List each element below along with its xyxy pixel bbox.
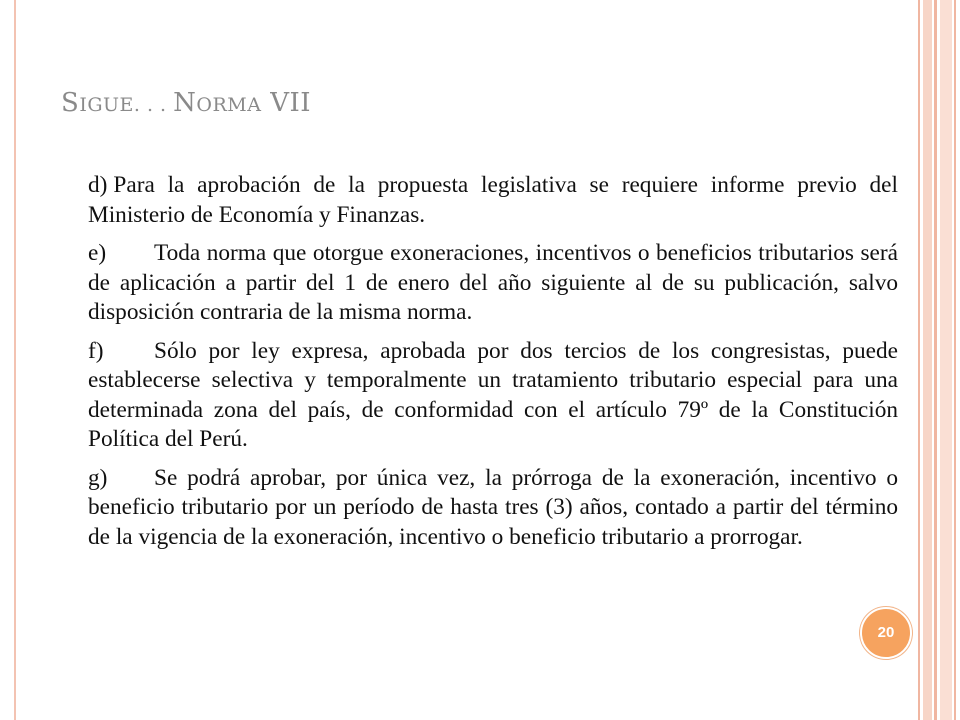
decorative-stripe bbox=[934, 0, 937, 720]
decorative-stripe bbox=[923, 0, 932, 720]
paragraph-label: e) bbox=[88, 240, 107, 266]
paragraph-label: d) bbox=[88, 172, 108, 198]
decorative-stripe bbox=[954, 0, 956, 720]
slide-title bbox=[61, 88, 311, 118]
left-border-line bbox=[14, 0, 16, 720]
title-word-norma: ORMA bbox=[196, 94, 262, 116]
paragraph-text: Se podrá aprobar, por única vez, la prórroga de la exoneración, incentivo o beneficio tributario por un período de hasta tres (3) años, contado a partir del término de la vigencia de la exoneración, incentivo o beneficio tributario a prorrogar. bbox=[88, 464, 898, 550]
decorative-stripe bbox=[918, 0, 920, 720]
title-roman-numeral: VII bbox=[261, 88, 312, 118]
title-word-sigue: IGUE bbox=[79, 94, 134, 116]
paragraph-text: Toda norma que otorgue exoneraciones, incentivos o beneficios tributarios será de aplicación a partir del 1 de enero del año siguiente al de su publicación, salvo disposición contraria de la misma norma. bbox=[88, 240, 898, 325]
paragraph-label: f) bbox=[88, 337, 104, 364]
decorative-stripe bbox=[940, 0, 952, 720]
paragraph-label: g) bbox=[88, 464, 108, 491]
title-initial-s: S bbox=[61, 88, 80, 118]
paragraph-text: Para la aprobación de la propuesta legislativa se requiere informe previo del Ministerio de Economía y Finanzas. bbox=[88, 172, 898, 228]
title-initial-n: N bbox=[173, 88, 197, 118]
page-number-badge: 20 bbox=[860, 607, 912, 659]
slide-body bbox=[88, 171, 898, 561]
paragraph-g bbox=[88, 464, 898, 553]
paragraph-f bbox=[88, 337, 898, 455]
paragraph-d bbox=[88, 171, 898, 230]
paragraph-text: Sólo por ley expresa, aprobada por dos tercios de los congresistas, puede establecerse selectiva y temporalmente un tratamiento tributario especial para una determinada zona del país, de conformidad con el artículo 79º de la Constitución Política del Perú. bbox=[88, 337, 898, 452]
paragraph-e bbox=[88, 239, 898, 328]
title-ellipsis: . . . bbox=[133, 94, 174, 116]
